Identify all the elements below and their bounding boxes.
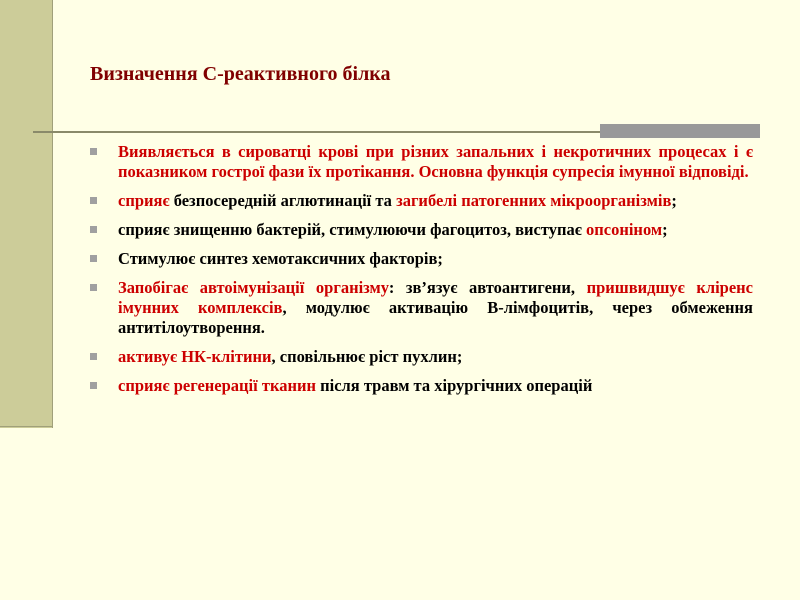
highlighted-text: Запобігає автоімунізації організму [118, 278, 389, 297]
bullet-item [88, 191, 753, 211]
square-bullet-icon [90, 382, 97, 389]
highlighted-text: пришвидшує кліренс імунних комплексів [118, 278, 753, 317]
bullet-item [88, 376, 753, 396]
left-decorative-bar [0, 0, 52, 428]
bullet-text: ; [662, 220, 668, 239]
bullet-text: сприяє знищенню бактерій, стимулюючи фагоцитоз, виступає [118, 220, 587, 239]
square-bullet-icon [90, 226, 97, 233]
bullet-item [88, 347, 753, 367]
bullet-text: : зв’язує автоантигени, [388, 278, 587, 297]
left-bar-bottom-rule [0, 426, 53, 427]
square-bullet-icon [90, 148, 97, 155]
highlighted-text: загибелі патогенних мікроорганізмів [396, 191, 672, 210]
bullet-item [88, 249, 753, 269]
square-bullet-icon [90, 284, 97, 291]
slide-title: Визначення С-реактивного білка [90, 63, 391, 85]
highlighted-text: сприяє [118, 191, 170, 210]
bullet-text: безпосередній аглютинації та [169, 191, 397, 210]
bullet-text: , сповільнює ріст пухлин; [271, 347, 463, 366]
bullet-text: , модулює активацію В-лімфоцитів, через обмеження антитілоутворення. [118, 298, 753, 337]
square-bullet-icon [90, 197, 97, 204]
bullet-item [88, 142, 753, 182]
square-bullet-icon [90, 255, 97, 262]
bullet-list [88, 142, 753, 405]
highlighted-text: активує НК-клітини [118, 347, 272, 366]
title-divider-accent [600, 124, 760, 138]
left-bar-edge [52, 0, 53, 428]
bullet-item [88, 220, 753, 240]
bullet-text: Стимулює синтез хемотаксичних факторів; [118, 249, 443, 268]
bullet-text: ; [671, 191, 677, 210]
bullet-item [88, 278, 753, 338]
highlighted-text: Виявляється в сироватці крові при різних запальних і некротичних процесах і є показником гострої фази їх протікання. Основна функція супресія імунної відповіді. [118, 142, 753, 181]
bullet-text: після травм та хірургічних операцій [315, 376, 593, 395]
highlighted-text: сприяє регенерації тканин [118, 376, 316, 395]
square-bullet-icon [90, 353, 97, 360]
highlighted-text: опсоніном [586, 220, 663, 239]
